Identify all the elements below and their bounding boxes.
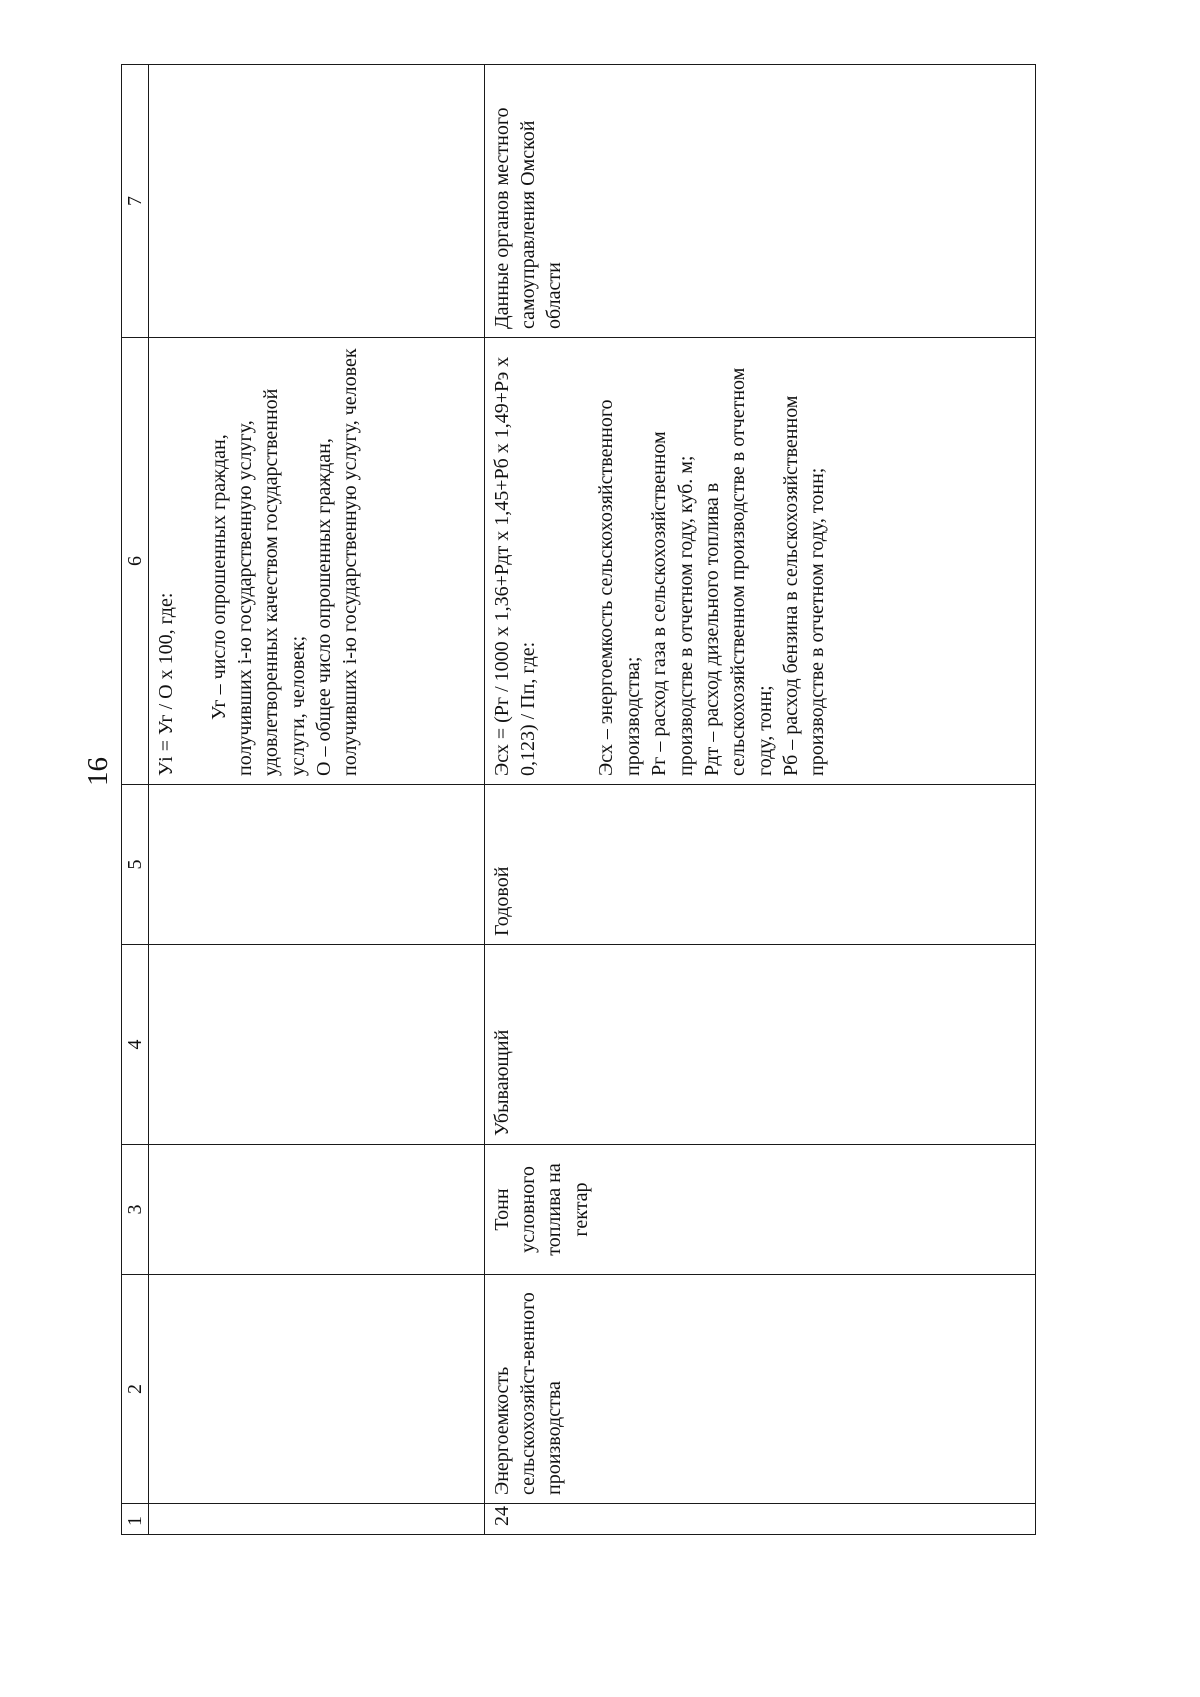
column-header-1: 1 (122, 1504, 149, 1535)
table-row (484, 65, 1035, 1535)
cell-periodicity (149, 785, 484, 945)
cell-unit: Тонн условного топлива на гектар (484, 1145, 1035, 1275)
cell-calculation-method (149, 338, 484, 785)
cell-number: 24 (484, 1504, 1035, 1535)
cell-calculation-method (484, 338, 1035, 785)
table-row (149, 65, 484, 1535)
cell-data-source: Данные органов местного самоуправления Омской области (484, 65, 1035, 338)
column-header-6: 6 (122, 338, 149, 785)
cell-indicator-name: Энергоемкость сельскохозяйст-венного производства (484, 1275, 1035, 1504)
cell-data-source (149, 65, 484, 338)
cell-trend (149, 945, 484, 1145)
rotated-table-container (121, 65, 1036, 1535)
indicator-table (121, 64, 1036, 1535)
column-header-5: 5 (122, 785, 149, 945)
column-header-3: 3 (122, 1145, 149, 1275)
cell-number (149, 1504, 484, 1535)
column-header-7: 7 (122, 65, 149, 338)
column-header-4: 4 (122, 945, 149, 1145)
formula-definitions: Уг – число опрошенных граждан, получивших i-ю государственную услугу, удовлетворенных качеством государственной услуги, человек; О – общее число опрошенных граждан, получивших i-ю государственную услугу, человек (207, 348, 362, 776)
cell-trend: Убывающий (484, 945, 1035, 1145)
table-header-row (122, 65, 149, 1535)
formula-definitions: Эсх – энергоемкость сельскохозяйственного производства; Рг – расход газа в сельскохозяйственном производстве в отчетном году, куб. м; Рдт – расход дизельного топлива в сельскохозяйственном производстве в отчетном году, тонн; Рб – расход бензина в сельскохозяйственном производстве в отчетном году, тонн; (595, 367, 829, 776)
page-number: 16 (82, 757, 114, 786)
cell-periodicity: Годовой (484, 785, 1035, 945)
formula-text: Уi = Уг / О х 100, где: (155, 592, 178, 776)
formula-text: Эсх = (Рг / 1000 х 1,36+Рдт х 1,45+Рб х 1,49+Рэ х 0,123) / Пп, где: (490, 356, 539, 776)
cell-indicator-name (149, 1275, 484, 1504)
column-header-2: 2 (122, 1275, 149, 1504)
cell-unit (149, 1145, 484, 1275)
